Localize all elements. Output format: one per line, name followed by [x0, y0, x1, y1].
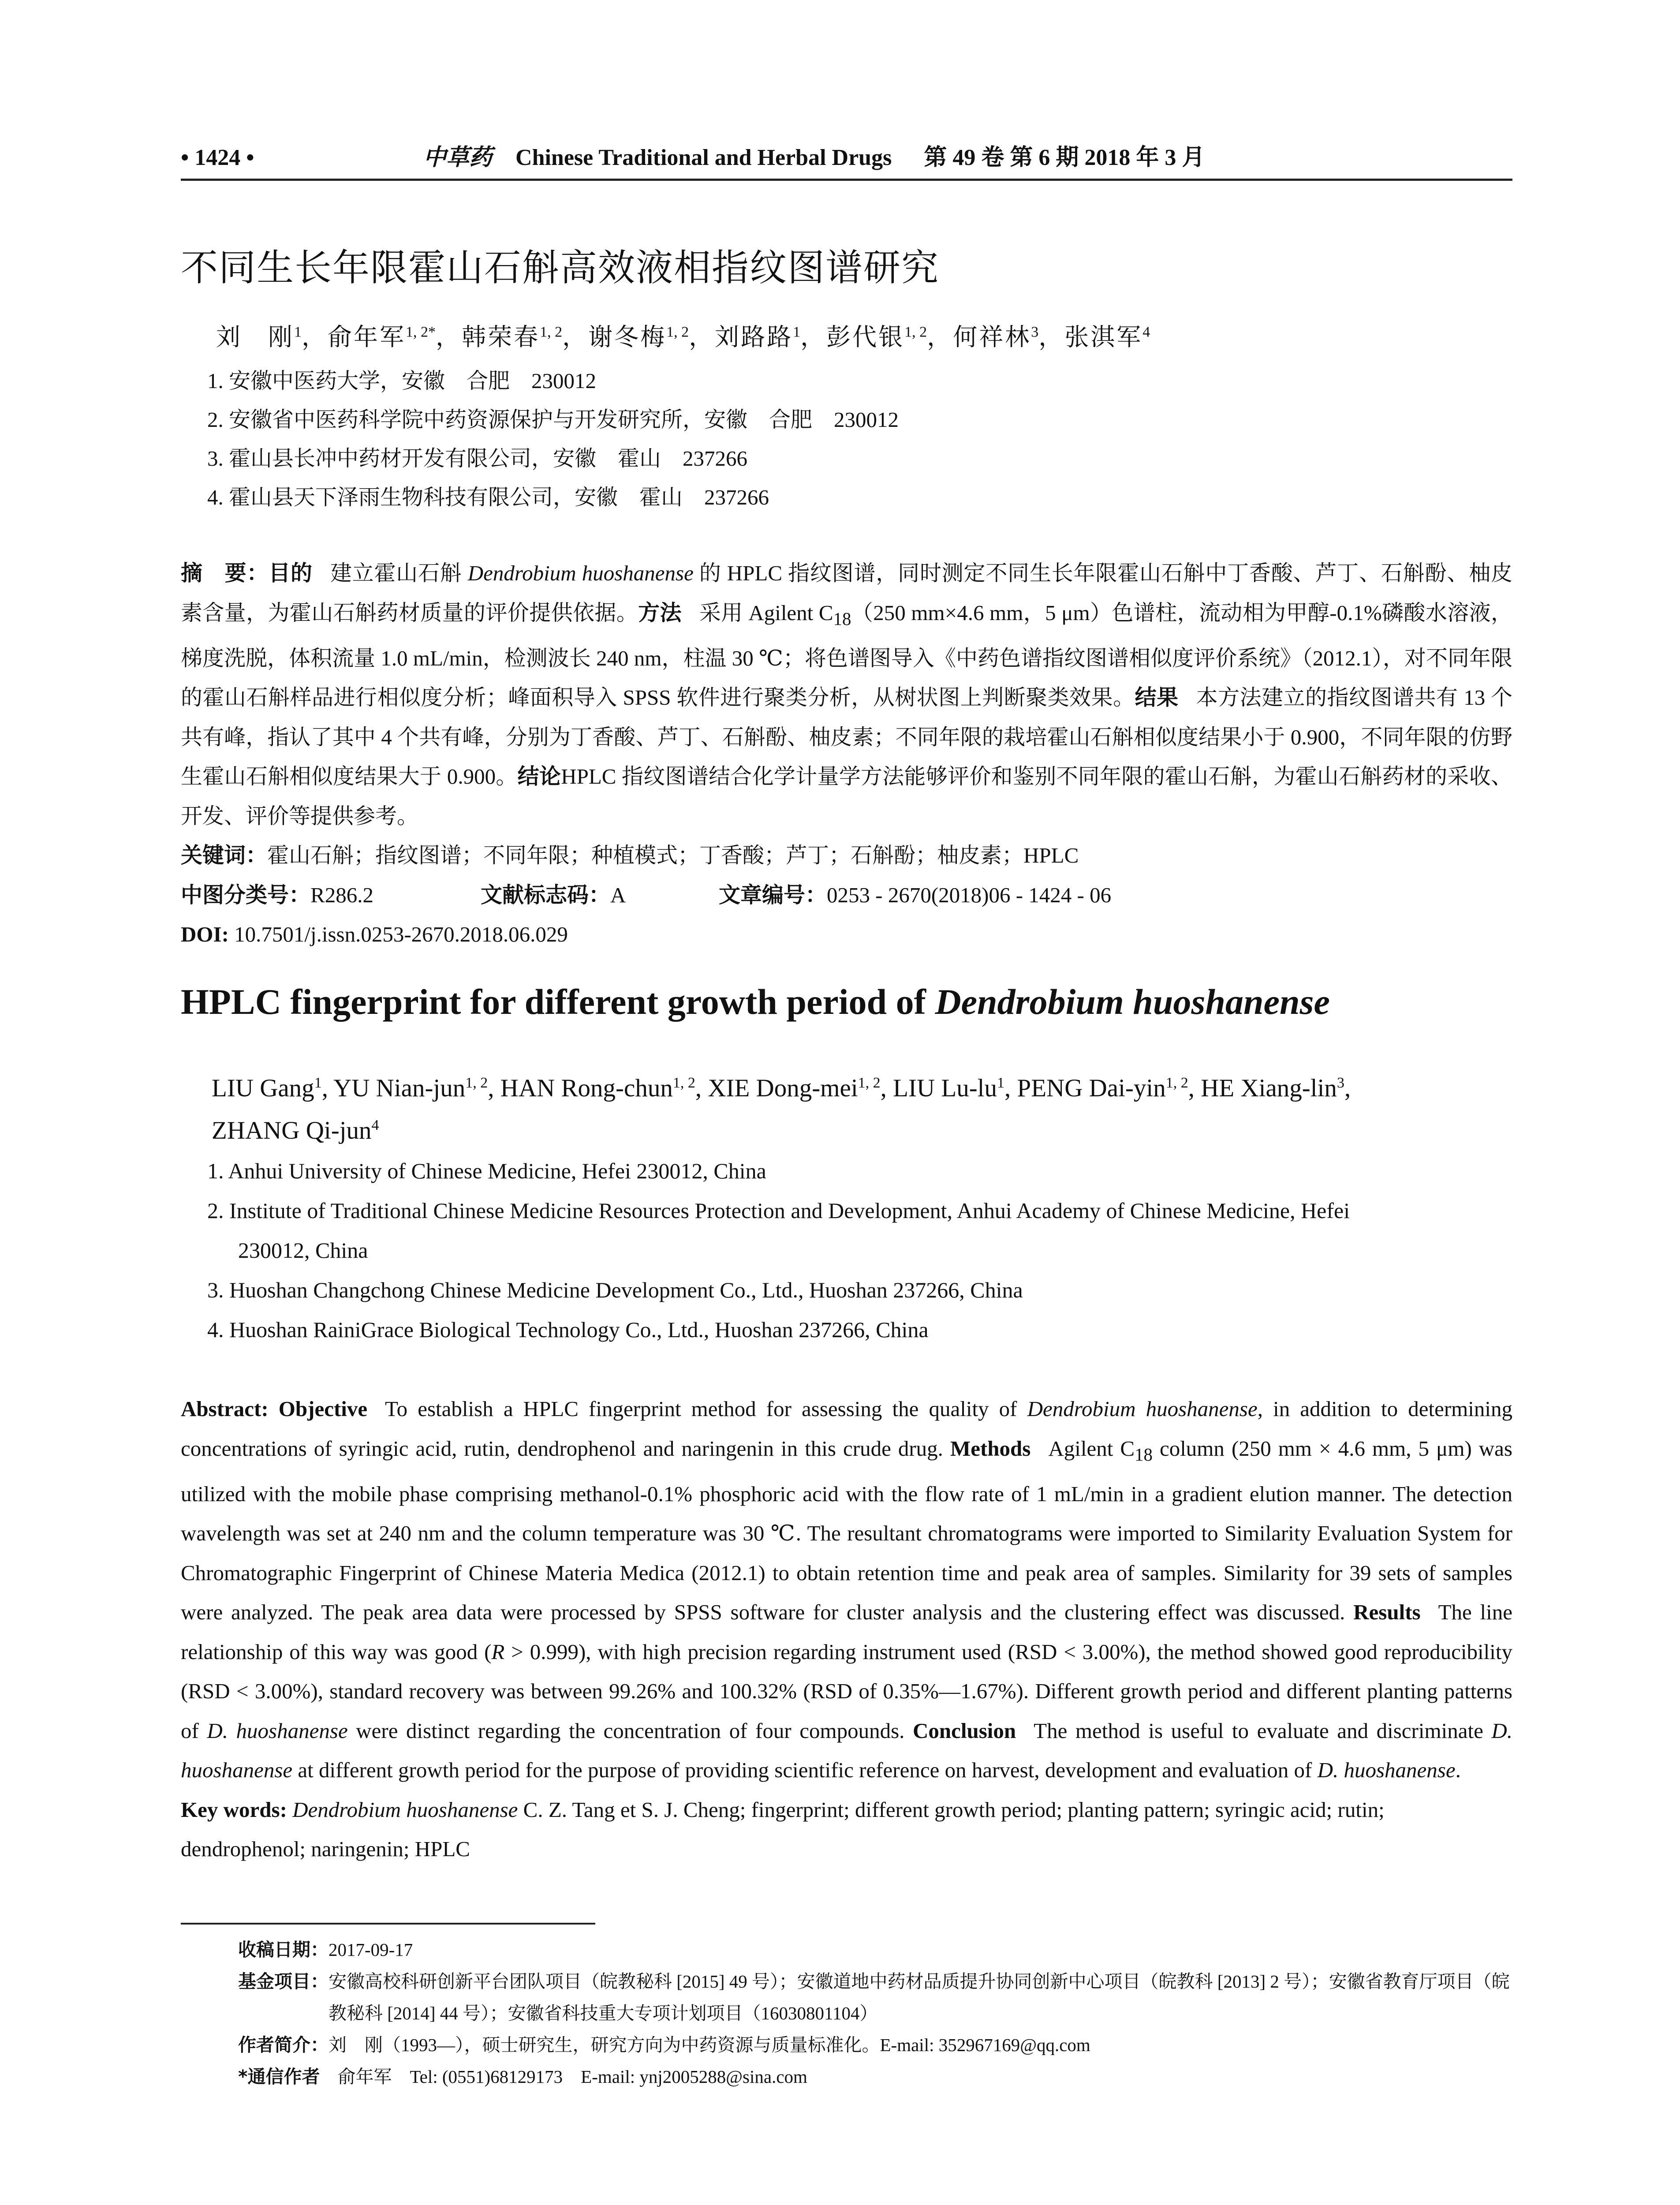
results-en-mid: > 0.999), with high precision regarding instrument used (RSD < 3.00%), the method showed good reproducibility (RSD < 3.00%), standard recovery was between 99.26% and 100.32% (RSD of 0.35%—1.67%). Different growth period and different planting patterns of — [181, 1639, 1512, 1743]
author-affil-sup: 1, 2 — [465, 1075, 488, 1091]
results-cn-text: 本方法建立的指纹图谱共有 13 个共有峰，指认了其中 4 个共有峰，分别为丁香酸、芦丁、石斛酚、柚皮素；不同年限的栽培霍山石斛相似度结果小于 0.900，不同年限的仿野生霍山石斛相似度结果大于 0.900。 — [181, 685, 1512, 789]
abstract-cn-label: 摘 要： — [181, 561, 269, 586]
conclusion-cn-text: HPLC 指纹图谱结合化学计量学方法能够评价和鉴别不同年限的霍山石斛，为霍山石斛药材的采收、开发、评价等提供参考。 — [181, 764, 1512, 828]
keywords-en-label: Key words: — [181, 1797, 287, 1822]
footnote-corresponding — [238, 2061, 1512, 2093]
author-affil-sup: 1 — [793, 324, 801, 340]
objective-en-label: Objective — [278, 1397, 368, 1421]
fund-label: 基金项目： — [238, 1971, 329, 1992]
conclusion-en-pre: The method is useful to evaluate and discriminate — [1034, 1718, 1492, 1743]
objective-cn-species: Dendrobium huoshanense — [467, 561, 694, 585]
title-en — [181, 981, 1330, 1023]
objective-cn-post: 的 HPLC 指纹图谱，同时测定不同生长年限霍山石斛中丁香酸、芦丁、石斛酚、柚皮素含量，为霍山石斛药材质量的评价提供依据。 — [181, 561, 1512, 625]
conclusion-en-mid: at different growth period for the purpose of providing scientific reference on harvest, development and evaluation of — [292, 1758, 1318, 1783]
authors-en-line-1 — [212, 1067, 1517, 1110]
title-cn: 不同生长年限霍山石斛高效液相指纹图谱研究 — [181, 246, 940, 289]
author-name: HAN Rong-chun — [500, 1074, 673, 1102]
fund-value: 安徽高校科研创新平台团队项目（皖教秘科 [2015] 49 号）；安徽道地中药材品质提升协同创新中心项目（皖教科 [2013] 2 号）；安徽省教育厅项目（皖教秘科 [2014] 44 号）；安徽省科技重大专项计划项目（16030801104） — [329, 1971, 1510, 2023]
affiliation-cn-3: 3. 霍山县长冲中药材开发有限公司，安徽 霍山 237266 — [207, 446, 748, 471]
author-name: HE Xiang-lin — [1201, 1074, 1337, 1102]
author-separator: ， — [302, 324, 328, 351]
abstract-cn-body — [181, 553, 1512, 836]
footnote-bio — [238, 2029, 1512, 2061]
keywords-en-text: C. Z. Tang et S. J. Cheng; fingerprint; different growth period; planting pattern; syringic acid; rutin; dendrophenol; naringenin; HPLC — [181, 1797, 1385, 1861]
keywords-en — [181, 1790, 1512, 1869]
objective-cn-label: 目的 — [269, 561, 313, 586]
author-separator: ， — [1038, 324, 1065, 351]
clc-value: R286.2 — [310, 882, 373, 907]
authors-en — [212, 1067, 1517, 1152]
author-separator: , — [321, 1074, 334, 1102]
footnote-received — [238, 1934, 1512, 1966]
affiliation-en-1 — [207, 1151, 1517, 1191]
author-affil-sup: 1 — [997, 1075, 1005, 1091]
keywords-cn — [181, 836, 1512, 875]
author-affil-sup: 1, 2* — [406, 324, 436, 340]
author-name: LIU Gang — [212, 1074, 314, 1102]
corresponding-value: 俞年军 Tel: (0551)68129173 E-mail: ynj2005288@sina.com — [337, 2067, 807, 2087]
article-no-cell — [719, 875, 1111, 915]
author-name: 俞年军 — [328, 324, 406, 351]
author-separator: ， — [689, 324, 715, 351]
affiliation-cn-2: 2. 安徽省中医药科学院中药资源保护与开发研究所，安徽 合肥 230012 — [207, 407, 899, 432]
author-separator: ， — [562, 324, 589, 351]
author-name: LIU Lu-lu — [893, 1074, 997, 1102]
results-en-label: Results — [1353, 1600, 1421, 1625]
author-name: ZHANG Qi-jun — [212, 1117, 372, 1144]
methods-en-post: column (250 mm × 4.6 mm, 5 μm) was utilized with the mobile phase comprising methanol-0.1% phosphoric acid with the flow rate of 1 mL/min in a gradient elution manner. The detection wavelength was set at 240 nm and the column temperature was 30 ℃. The resultant chromatograms were imported to Similarity Evaluation System for Chromatographic Fingerprint of Chinese Materia Medica (2012.1) to obtain retention time and peak area of samples. Similarity for 39 sets of samples were analyzed. The peak area data were processed by SPSS software for cluster analysis and the clustering effect was discussed. — [181, 1436, 1512, 1625]
affiliations-cn — [207, 362, 899, 517]
doc-code-label: 文献标志码： — [481, 882, 611, 908]
methods-en-label: Methods — [950, 1436, 1031, 1461]
author-name: 张淇军 — [1064, 324, 1143, 351]
author-separator: , — [1188, 1074, 1201, 1102]
bio-value: 刘 刚（1993—），硕士研究生，研究方向为中药资源与质量标准化。E-mail: 352967169@qq.com — [329, 2035, 1090, 2055]
footnotes — [238, 1934, 1512, 2093]
author-name: 韩荣春 — [462, 324, 540, 351]
author-separator: ， — [436, 324, 462, 351]
received-label: 收稿日期： — [238, 1939, 329, 1960]
author-separator: ， — [927, 324, 953, 351]
corresponding-label: *通信作者 — [238, 2066, 320, 2087]
conclusion-cn-label: 结论 — [517, 764, 561, 789]
author-affil-sup: 3 — [1031, 324, 1039, 340]
results-en-species: D. huoshanense — [207, 1718, 348, 1743]
methods-cn-label: 方法 — [638, 600, 682, 625]
affiliation-cn-4: 4. 霍山县天下泽雨生物科技有限公司，安徽 霍山 237266 — [207, 485, 769, 509]
author-affil-sup: 1, 2 — [666, 324, 689, 340]
author-affil-sup: 1, 2 — [858, 1075, 881, 1091]
conclusion-en-species-2: D. huoshanense — [1317, 1758, 1456, 1783]
clc-cell — [181, 875, 481, 915]
author-name: 何祥林 — [953, 324, 1031, 351]
author-name: XIE Dong-mei — [708, 1074, 858, 1102]
journal-cn-mark: 中草药 — [423, 145, 493, 170]
results-cn-label: 结果 — [1135, 685, 1179, 710]
running-header — [181, 137, 1512, 181]
title-en-species: Dendrobium huoshanense — [935, 982, 1330, 1022]
affiliation-en-3 — [207, 1270, 1517, 1310]
author-affil-sup: 1, 2 — [540, 324, 563, 340]
author-separator: , — [1004, 1074, 1017, 1102]
conclusion-en-post: . — [1455, 1758, 1461, 1783]
methods-cn-post: （250 mm×4.6 mm，5 μm）色谱柱，流动相为甲醇-0.1%磷酸水溶液，梯度洗脱，体积流量 1.0 mL/min，检测波长 240 nm，柱温 30 ℃；将色谱图导入《中药色谱指纹图谱相似度评价系统》（2012.1），对不同年限的霍山石斛样品进行相似度分析；峰面积导入 SPSS 软件进行聚类分析，从树状图上判断聚类效果。 — [181, 600, 1512, 710]
received-value: 2017-09-17 — [329, 1940, 413, 1960]
keywords-en-species: Dendrobium huoshanense — [292, 1797, 518, 1822]
author-separator: , — [695, 1074, 708, 1102]
objective-en-species: Dendrobium huoshanense — [1027, 1397, 1258, 1421]
author-affil-sup: 1 — [294, 324, 302, 340]
affiliation-en-2 — [207, 1191, 1517, 1270]
bio-label: 作者简介： — [238, 2034, 329, 2056]
journal-line — [423, 137, 1205, 179]
conclusion-en-label: Conclusion — [912, 1718, 1016, 1743]
affiliation-en-2-cont: 230012, China — [238, 1238, 368, 1263]
author-separator: , — [488, 1074, 500, 1102]
author-affil-sup: 4 — [1142, 324, 1150, 340]
author-name: 刘路路 — [715, 324, 793, 351]
author-affil-sup: 1, 2 — [904, 324, 927, 340]
page-number: • 1424 • — [181, 145, 254, 170]
methods-en-sub: 18 — [1135, 1444, 1153, 1465]
methods-en-pre: Agilent C — [1048, 1436, 1135, 1461]
abstract-en-body — [181, 1389, 1512, 1790]
results-en-post: were distinct regarding the concentration of four compounds. — [347, 1718, 905, 1743]
author-affil-sup: 1, 2 — [672, 1075, 695, 1091]
abstract-cn — [181, 553, 1512, 954]
author-affil-sup: 4 — [371, 1117, 379, 1133]
author-affil-sup: 1, 2 — [1165, 1075, 1188, 1091]
author-name: 刘 刚 — [216, 324, 295, 351]
affiliation-cn-1: 1. 安徽中医药大学，安徽 合肥 230012 — [207, 369, 597, 393]
methods-cn-sub: 18 — [833, 609, 851, 629]
affiliation-en-4 — [207, 1310, 1517, 1349]
article-no-label: 文章编号： — [719, 882, 827, 908]
objective-en-post: , in addition to determining concentrations of syringic acid, rutin, dendrophenol and naringenin in this crude drug. — [181, 1397, 1512, 1461]
footnote-fund — [238, 1966, 1512, 2029]
author-affil-sup: 1 — [314, 1075, 322, 1091]
clc-label: 中图分类号： — [181, 882, 311, 908]
doi-value: 10.7501/j.issn.0253-2670.2018.06.029 — [234, 922, 568, 947]
author-separator: ， — [800, 324, 827, 351]
abstract-en-label: Abstract: — [181, 1397, 269, 1421]
doc-code-cell — [481, 875, 719, 915]
results-en-pre: The line relationship of this way was good ( — [181, 1600, 1513, 1664]
keywords-cn-text: 霍山石斛；指纹图谱；不同年限；种植模式；丁香酸；芦丁；石斛酚；柚皮素；HPLC — [267, 843, 1079, 868]
author-affil-sup: 3 — [1337, 1075, 1344, 1091]
doi-label: DOI: — [181, 922, 229, 947]
abstract-en — [181, 1389, 1512, 1869]
authors-cn — [216, 318, 1150, 352]
affiliation-en-4-text: 4. Huoshan RainiGrace Biological Technology Co., Ltd., Huoshan 237266, China — [207, 1317, 929, 1342]
conclusion-en-species-1: D. huoshanense — [181, 1718, 1513, 1783]
author-name: YU Nian-jun — [333, 1074, 466, 1102]
affiliations-en — [207, 1151, 1517, 1349]
methods-cn-pre: 采用 Agilent C — [699, 600, 833, 625]
author-name: PENG Dai-yin — [1017, 1074, 1166, 1102]
author-name: 彭代银 — [826, 324, 905, 351]
title-en-plain: HPLC fingerprint for different growth period of — [181, 982, 935, 1022]
objective-en-pre: To establish a HPLC fingerprint method for assessing the quality of — [385, 1397, 1027, 1421]
author-separator: , — [880, 1074, 893, 1102]
journal-issue: 第 49 卷 第 6 期 2018 年 3 月 — [924, 145, 1205, 170]
doc-code-value: A — [610, 882, 626, 907]
keywords-cn-label: 关键词： — [181, 843, 268, 868]
affiliation-en-3-text: 3. Huoshan Changchong Chinese Medicine Development Co., Ltd., Huoshan 237266, China — [207, 1278, 1023, 1302]
doi-line — [181, 915, 1512, 954]
article-no-value: 0253 - 2670(2018)06 - 1424 - 06 — [827, 882, 1112, 907]
affiliation-en-2-text: 2. Institute of Traditional Chinese Medicine Resources Protection and Development, Anhui Academy of Chinese Medicine, Hefei — [207, 1198, 1350, 1223]
author-name: 谢冬梅 — [588, 324, 667, 351]
results-en-r: R — [491, 1639, 505, 1664]
journal-en-name: Chinese Traditional and Herbal Drugs — [515, 145, 892, 170]
authors-en-line-2 — [212, 1110, 1517, 1152]
footnote-rule — [181, 1923, 595, 1925]
objective-cn-pre: 建立霍山石斛 — [330, 561, 468, 585]
author-separator: , — [1344, 1074, 1351, 1102]
classification-line — [181, 875, 1512, 915]
affiliation-en-1-text: 1. Anhui University of Chinese Medicine, Hefei 230012, China — [207, 1159, 766, 1183]
